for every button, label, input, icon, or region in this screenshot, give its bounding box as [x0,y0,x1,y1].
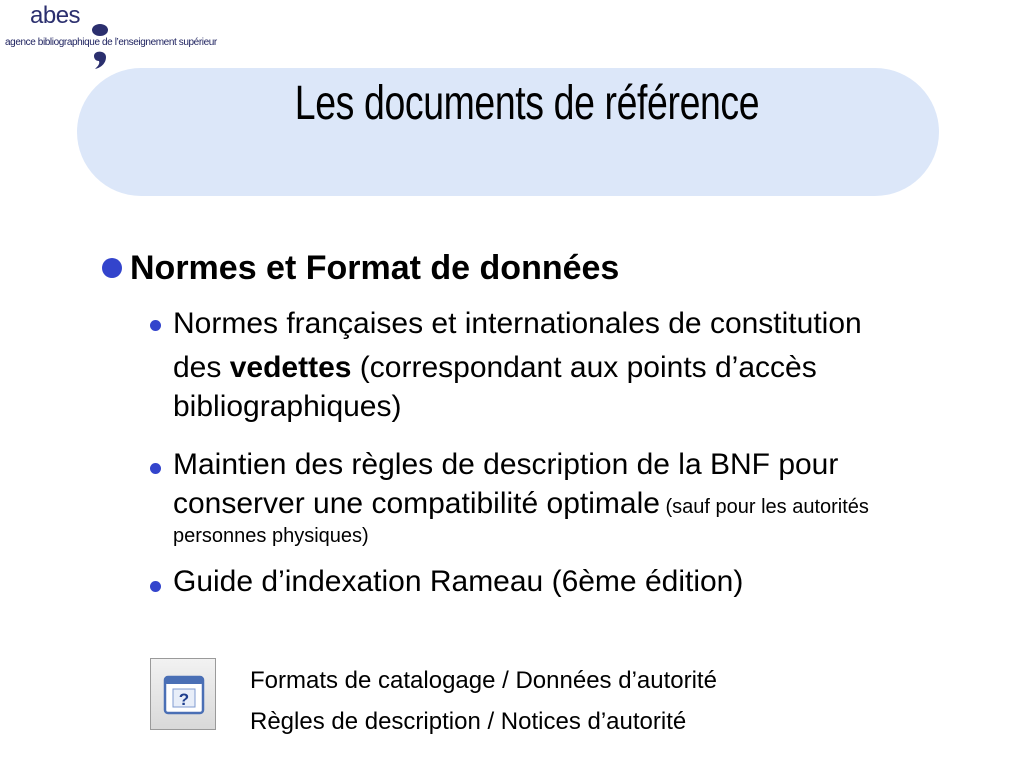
slide-title: Les documents de référence [294,77,760,130]
help-button[interactable] [150,658,216,730]
item-text: des [173,350,230,384]
list-item-maintien [173,447,993,547]
item-line: bibliographiques) [173,390,402,423]
item-text: conserver une compatibilité optimale [173,487,660,520]
abes-logo [0,0,240,70]
link-regles-description[interactable]: Règles de description / Notices d’autorité [250,708,687,735]
item-line: Maintien des règles de description de la BNF pour [173,448,839,481]
bullet-icon [102,258,122,278]
list-item-rameau [173,564,993,600]
item-bold-text: vedettes [229,350,352,384]
link-formats-catalogage[interactable]: Formats de catalogage / Données d’autorité [250,667,717,694]
section-heading: Normes et Format de données [130,249,620,287]
logo-tagline: agence bibliographique de l’enseignement supérieur [5,37,217,48]
bullet-icon [150,581,161,592]
bullet-icon [150,463,161,474]
item-note: personnes physiques) [173,525,369,547]
reference-links [250,660,717,742]
item-line: Normes françaises et internationales de constitution [173,307,862,340]
item-note: (sauf pour les autorités [659,496,869,518]
item-text: (correspondant aux points d’accès [351,350,817,384]
svg-text:?: ? [178,690,190,709]
bullet-icon [150,320,161,331]
help-question-icon [163,675,205,715]
item-line [173,483,993,525]
item-line [173,346,993,390]
item-line: Guide d’indexation Rameau (6ème édition) [173,565,744,598]
logo-name: abes [30,2,81,29]
list-item-normes [173,302,993,425]
